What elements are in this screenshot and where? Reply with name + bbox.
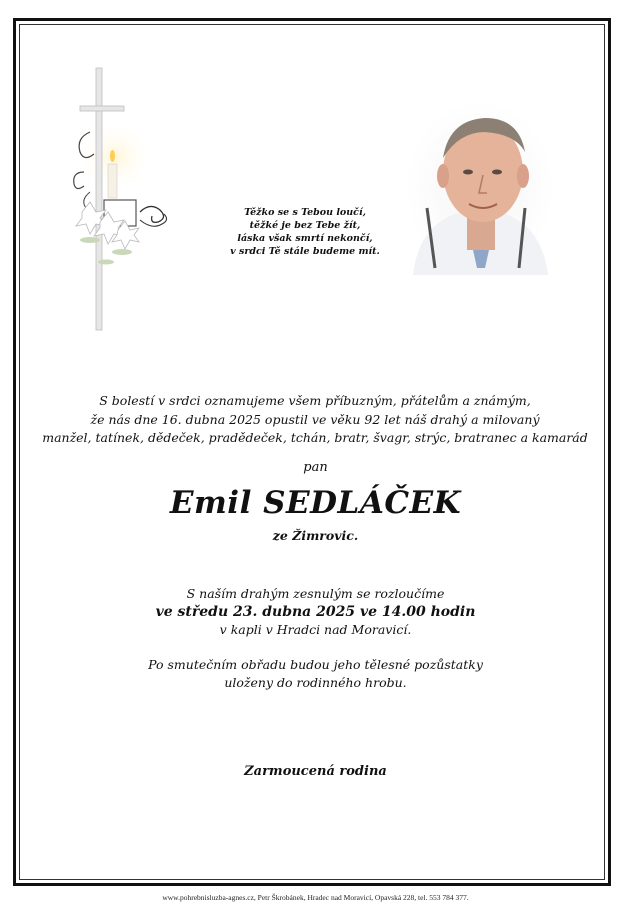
poem [215,206,395,258]
deceased-origin: ze Žimrovic. [272,528,359,543]
announcement-text [40,392,590,448]
poem-line: Těžko se s Tebou loučí, [244,207,366,218]
signature: Zarmoucená rodina [244,764,387,779]
portrait-photo [405,100,555,275]
cross-with-lilies-icon [60,62,200,337]
poem-line: v srdci Tě stále budeme mít. [230,246,380,257]
announcement-line: že nás dne 16. dubna 2025 opustil ve věku 92 let náš drahý a milovaný [90,411,540,427]
ceremony-intro: S naším drahým zesnulým se rozloučíme [186,586,445,601]
poem-line: těžké je bez Tebe žít, [249,220,361,231]
deceased-name: Emil SEDLÁČEK [169,485,462,521]
ceremony-date-time: ve středu 23. dubna 2025 ve 14.00 hodin [155,604,476,620]
burial-info [0,656,631,691]
ceremony-info [0,585,631,639]
burial-line: Po smutečním obřadu budou jeho tělesné pozůstatky [148,657,483,672]
announcement-line: manžel, tatínek, dědeček, pradědeček, tchán, bratr, švagr, strýc, bratranec a kamarád [42,430,588,445]
footer-contact: www.pohrebnisluzba-agnes.cz, Petr Škrobánek, Hradec nad Moravicí, Opavská 228, tel. 553 784 377. [162,893,469,902]
burial-line: uloženy do rodinného hrobu. [224,674,407,690]
honorific: pan [303,460,328,475]
poem-line: láska však smrtí nekončí, [237,233,373,244]
ceremony-place: v kapli v Hradci nad Moravicí. [219,622,412,637]
announcement-line: S bolestí v srdci oznamujeme všem příbuzným, přátelům a známým, [99,393,531,408]
